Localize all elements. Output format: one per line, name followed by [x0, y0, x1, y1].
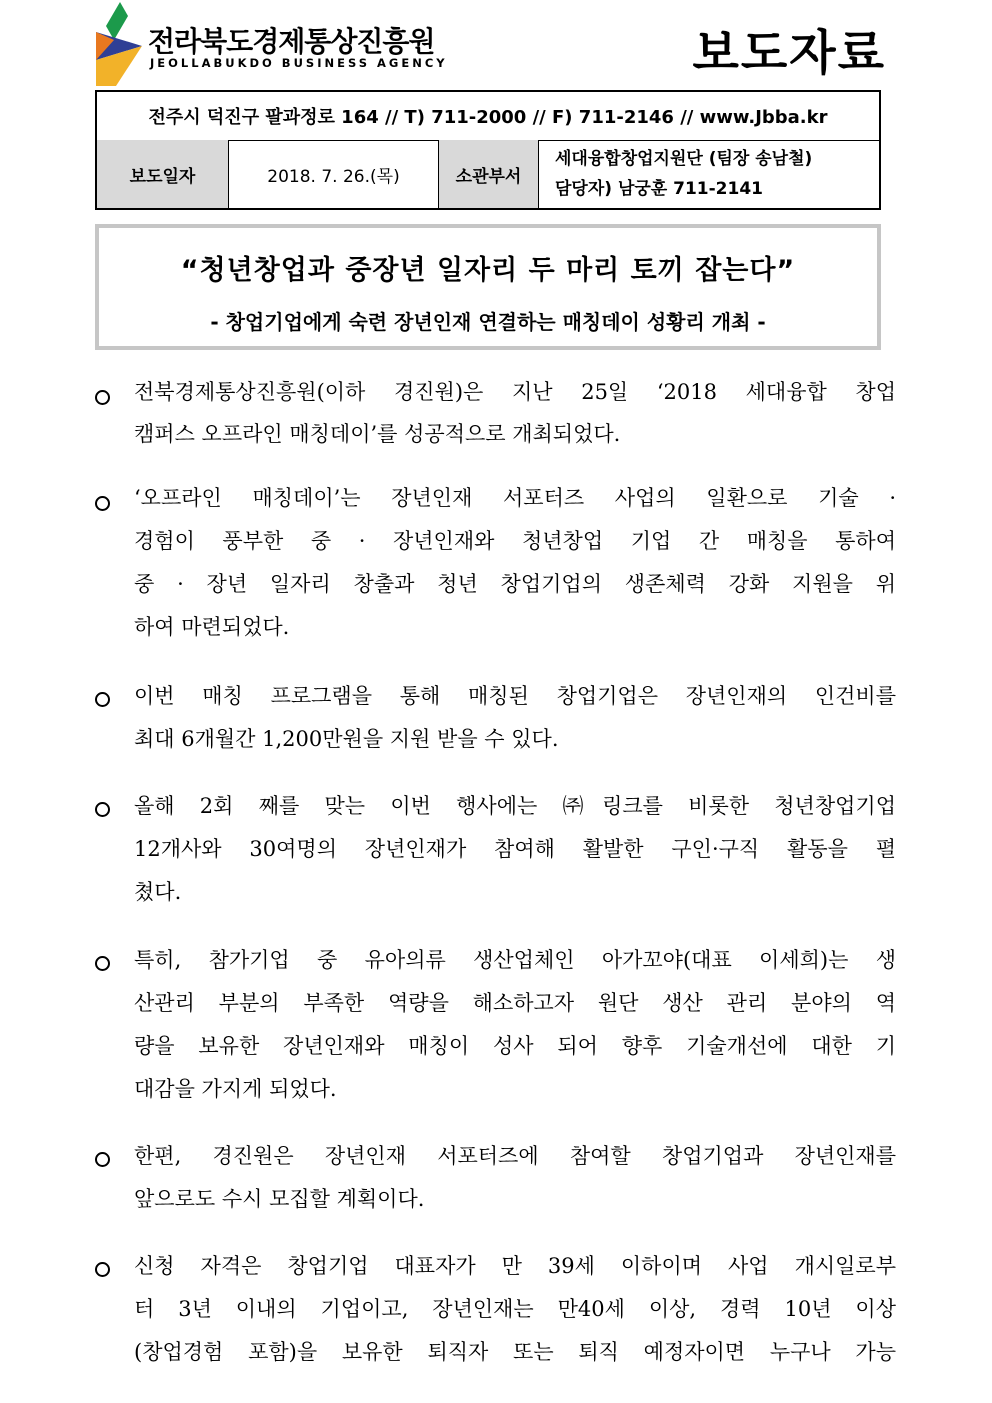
paragraph-line: 올해 2회 째를 맞는 이번 행사에는 ㈜링크를 비롯한 청년창업기업: [134, 794, 896, 818]
bullet-circle-icon: [95, 1152, 110, 1167]
headline-box: [95, 224, 881, 350]
paragraph-line: 12개사와 30여명의 장년인재가 참여해 활발한 구인·구직 활동을 펼: [134, 837, 896, 861]
paragraph-line: ‘오프라인 매칭데이’는 장년인재 서포터즈 사업의 일환으로 기술 ·: [134, 486, 896, 510]
release-date-value: 2018. 7. 26.(목): [229, 140, 439, 208]
contact-info-table: [95, 90, 881, 210]
paragraph-line: 산관리 부분의 부족한 역량을 해소하고자 원단 생산 관리 분야의 역: [134, 991, 896, 1015]
department-team: 세대융합창업지원단 (팀장 송남철): [555, 149, 813, 169]
paragraph-line: 터 3년 이내의 기업이고, 장년인재는 만40세 이상, 경력 10년 이상: [134, 1297, 896, 1321]
bullet-circle-icon: [95, 390, 110, 405]
paragraph-line: 이번 매칭 프로그램을 통해 매칭된 창업기업은 장년인재의 인건비를: [134, 684, 896, 708]
paragraph-line: 전북경제통상진흥원(이하 경진원)은 지난 25일 ‘2018 세대융합 창업: [134, 380, 896, 404]
bullet-circle-icon: [95, 496, 110, 511]
paragraph-line: 앞으로도 수시 모집할 계획이다.: [134, 1187, 425, 1211]
release-date-label: 보도일자: [97, 140, 229, 208]
paragraph-line: 한편, 경진원은 장년인재 서포터즈에 참여할 창업기업과 장년인재를: [134, 1144, 896, 1168]
paragraph-line: (창업경험 포함)을 보유한 퇴직자 또는 퇴직 예정자이면 누구나 가능: [134, 1340, 896, 1364]
bullet-circle-icon: [95, 802, 110, 817]
paragraph-line: 중 · 장년 일자리 창출과 청년 창업기업의 생존체력 강화 지원을 위: [134, 572, 896, 596]
bullet-circle-icon: [95, 956, 110, 971]
department-value: [539, 140, 879, 208]
paragraph-line: 신청 자격은 창업기업 대표자가 만 39세 이하이며 사업 개시일로부: [134, 1254, 896, 1278]
department-label: 소관부서: [439, 140, 539, 208]
paragraph-line: 최대 6개월간 1,200만원을 지원 받을 수 있다.: [134, 727, 559, 751]
address-line: 전주시 덕진구 팔과정로 164 // T) 711-2000 // F) 711-2146 // www.Jbba.kr: [97, 92, 879, 141]
department-contact: 담당자) 남궁훈 711-2141: [555, 179, 763, 199]
bullet-circle-icon: [95, 692, 110, 707]
paragraph-line: 하여 마련되었다.: [134, 615, 290, 639]
paragraph-line: 량을 보유한 장년인재와 매칭이 성사 되어 향후 기술개선에 대한 기: [134, 1034, 896, 1058]
paragraph-line: 특히, 참가기업 중 유아의류 생산업체인 아가꼬야(대표 이세희)는 생: [134, 948, 896, 972]
org-name-english: JEOLLABUKDO BUSINESS AGENCY: [150, 56, 448, 70]
document-type-title: 보도자료: [692, 25, 886, 81]
headline-title: “청년창업과 중장년 일자리 두 마리 토끼 잡는다”: [180, 255, 796, 286]
paragraph-line: 경험이 풍부한 중 · 장년인재와 청년창업 기업 간 매칭을 통하여: [134, 529, 896, 553]
paragraph-line: 캠퍼스 오프라인 매칭데이’를 성공적으로 개최되었다.: [134, 422, 621, 446]
bullet-circle-icon: [95, 1262, 110, 1277]
paragraph-line: 쳤다.: [134, 880, 182, 904]
headline-subtitle: - 창업기업에게 숙련 장년인재 연결하는 매칭데이 성황리 개최 -: [210, 310, 766, 334]
paragraph-line: 대감을 가지게 되었다.: [134, 1077, 337, 1101]
org-name-korean: 전라북도경제통상진흥원: [148, 25, 435, 58]
agency-logo-icon: [92, 2, 142, 86]
